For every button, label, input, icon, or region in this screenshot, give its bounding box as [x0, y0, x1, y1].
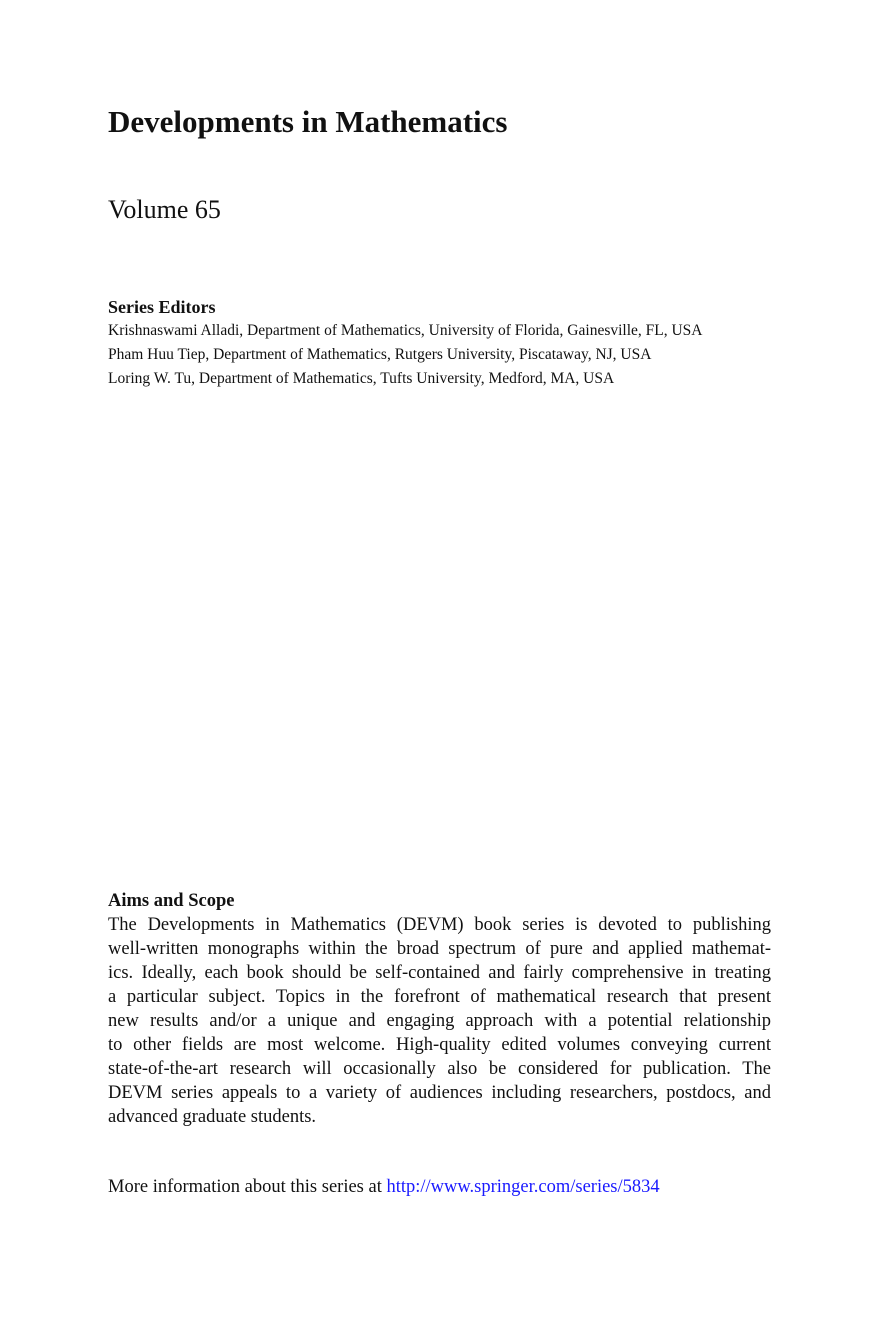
editor-entry: Krishnaswami Alladi, Department of Mathematics, University of Florida, Gainesville, FL, USA	[108, 322, 703, 339]
volume-number: Volume 65	[108, 195, 221, 224]
editor-entry: Pham Huu Tiep, Department of Mathematics, Rutgers University, Piscataway, NJ, USA	[108, 346, 652, 363]
aims-text-line: advanced graduate students.	[108, 1107, 317, 1127]
aims-text-line: ics. Ideally, each book should be self-contained and fairly comprehensive in treating	[108, 963, 771, 983]
series-editors-heading: Series Editors	[108, 297, 216, 317]
aims-text-line: The Developments in Mathematics (DEVM) book series is devoted to publishing	[108, 915, 771, 935]
more-info	[108, 1177, 660, 1198]
aims-text-line: a particular subject. Topics in the forefront of mathematical research that present	[108, 987, 771, 1007]
series-title: Developments in Mathematics	[108, 104, 508, 139]
editor-entry: Loring W. Tu, Department of Mathematics, Tufts University, Medford, MA, USA	[108, 370, 615, 387]
aims-text-line: to other fields are most welcome. High-quality edited volumes conveying current	[108, 1035, 771, 1055]
aims-text-line: DEVM series appeals to a variety of audiences including researchers, postdocs, and	[108, 1083, 771, 1103]
aims-text-line: state-of-the-art research will occasionally also be considered for publication. The	[108, 1059, 771, 1079]
series-link[interactable]: http://www.springer.com/series/5834	[386, 1177, 660, 1197]
aims-text-line: well-written monographs within the broad spectrum of pure and applied mathemat-	[108, 939, 771, 959]
more-info-text: More information about this series at	[108, 1177, 387, 1197]
aims-text-line: new results and/or a unique and engaging approach with a potential relationship	[108, 1011, 771, 1031]
aims-and-scope-heading: Aims and Scope	[108, 891, 235, 911]
aims-and-scope-section	[108, 889, 771, 1129]
